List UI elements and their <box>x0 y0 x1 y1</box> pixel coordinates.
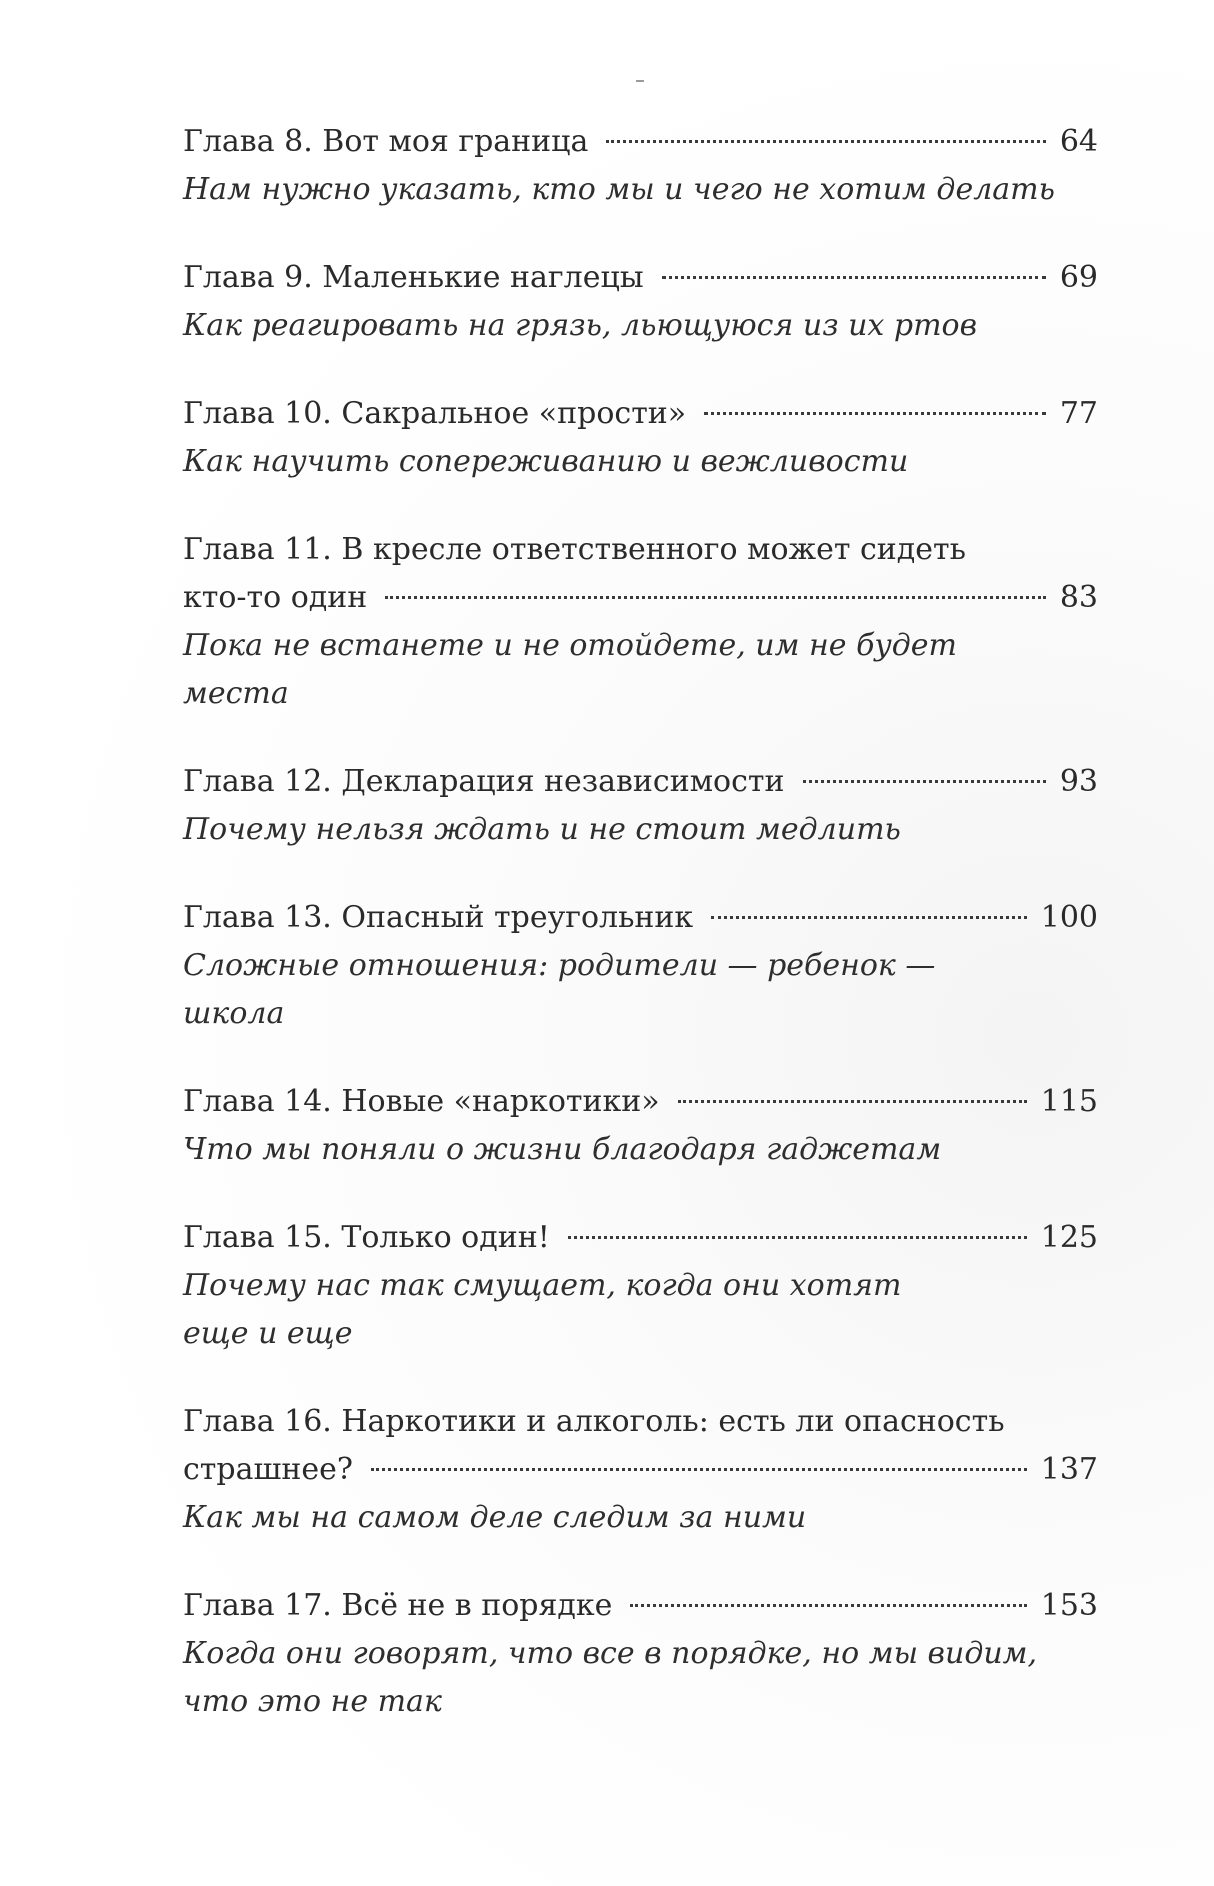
toc-entry-heading[interactable] <box>183 390 1098 438</box>
page-number: 93 <box>1059 764 1098 799</box>
toc-entry-heading[interactable] <box>183 254 1098 302</box>
toc-entry <box>183 526 1098 718</box>
dot-leader <box>606 140 1045 143</box>
chapter-subtitle: Что мы поняли о жизни благодаря гаджетам <box>183 1132 942 1167</box>
chapter-title-first-line[interactable]: Глава 16. Наркотики и алкоголь: есть ли опасность <box>183 1404 1005 1439</box>
page-number: 137 <box>1040 1452 1098 1487</box>
chapter-subtitle: Сложные отношения: родители — ребенок — <box>183 948 936 983</box>
chapter-title: кто-то один <box>183 580 368 615</box>
page-number: 83 <box>1059 580 1098 615</box>
toc-entry <box>183 254 1098 350</box>
chapter-subtitle: Как реагировать на грязь, льющуюся из их ртов <box>183 308 978 343</box>
dot-leader <box>803 780 1046 783</box>
page-number: 100 <box>1040 900 1098 935</box>
chapter-title: Глава 10. Сакральное «прости» <box>183 396 687 431</box>
page-number: 153 <box>1040 1588 1098 1623</box>
chapter-title: Глава 12. Декларация независимости <box>183 764 785 799</box>
page-mark <box>636 80 644 82</box>
chapter-subtitle: Почему нельзя ждать и не стоит медлить <box>183 812 901 847</box>
table-of-contents <box>183 118 1098 1766</box>
toc-entry-heading[interactable] <box>183 1582 1098 1630</box>
toc-entry-heading[interactable] <box>183 1078 1098 1126</box>
toc-entry-heading[interactable] <box>183 1446 1098 1494</box>
chapter-title: Глава 15. Только один! <box>183 1220 550 1255</box>
chapter-subtitle: места <box>183 676 289 711</box>
toc-entry-heading[interactable] <box>183 118 1098 166</box>
chapter-subtitle: еще и еще <box>183 1316 353 1351</box>
chapter-title: Глава 17. Всё не в порядке <box>183 1588 613 1623</box>
toc-entry <box>183 390 1098 486</box>
chapter-subtitle: Как научить сопереживанию и вежливости <box>183 444 909 479</box>
chapter-title-first-line[interactable]: Глава 11. В кресле ответственного может сидеть <box>183 532 966 567</box>
toc-entry <box>183 1582 1098 1726</box>
chapter-subtitle: Нам нужно указать, кто мы и чего не хотим делать <box>183 172 1055 207</box>
toc-entry <box>183 1398 1098 1542</box>
toc-entry-heading[interactable] <box>183 894 1098 942</box>
dot-leader <box>385 596 1046 599</box>
chapter-subtitle: Когда они говорят, что все в порядке, но мы видим, <box>183 1636 1038 1671</box>
page-number: 125 <box>1040 1220 1098 1255</box>
dot-leader <box>630 1604 1026 1607</box>
chapter-subtitle: что это не так <box>183 1684 442 1719</box>
chapter-subtitle: Пока не встанете и не отойдете, им не будет <box>183 628 958 663</box>
toc-entry-heading[interactable] <box>183 1214 1098 1262</box>
dot-leader <box>371 1468 1027 1471</box>
chapter-subtitle: Почему нас так смущает, когда они хотят <box>183 1268 902 1303</box>
chapter-title: страшнее? <box>183 1452 353 1487</box>
toc-entry <box>183 758 1098 854</box>
chapter-title: Глава 8. Вот моя граница <box>183 124 589 159</box>
page-number: 69 <box>1059 260 1098 295</box>
toc-entry <box>183 118 1098 214</box>
page-number: 115 <box>1040 1084 1098 1119</box>
page-number: 77 <box>1059 396 1098 431</box>
toc-entry-heading[interactable] <box>183 574 1098 622</box>
chapter-subtitle: Как мы на самом деле следим за ними <box>183 1500 807 1535</box>
chapter-title: Глава 14. Новые «наркотики» <box>183 1084 660 1119</box>
dot-leader <box>704 412 1046 415</box>
dot-leader <box>568 1236 1027 1239</box>
chapter-title: Глава 13. Опасный треугольник <box>183 900 694 935</box>
toc-entry <box>183 1214 1098 1358</box>
page-number: 64 <box>1059 124 1098 159</box>
toc-entry-heading[interactable] <box>183 758 1098 806</box>
toc-entry <box>183 1078 1098 1174</box>
dot-leader <box>678 1100 1027 1103</box>
chapter-title: Глава 9. Маленькие наглецы <box>183 260 644 295</box>
chapter-subtitle: школа <box>183 996 285 1031</box>
dot-leader <box>662 276 1046 279</box>
toc-entry <box>183 894 1098 1038</box>
dot-leader <box>711 916 1027 919</box>
